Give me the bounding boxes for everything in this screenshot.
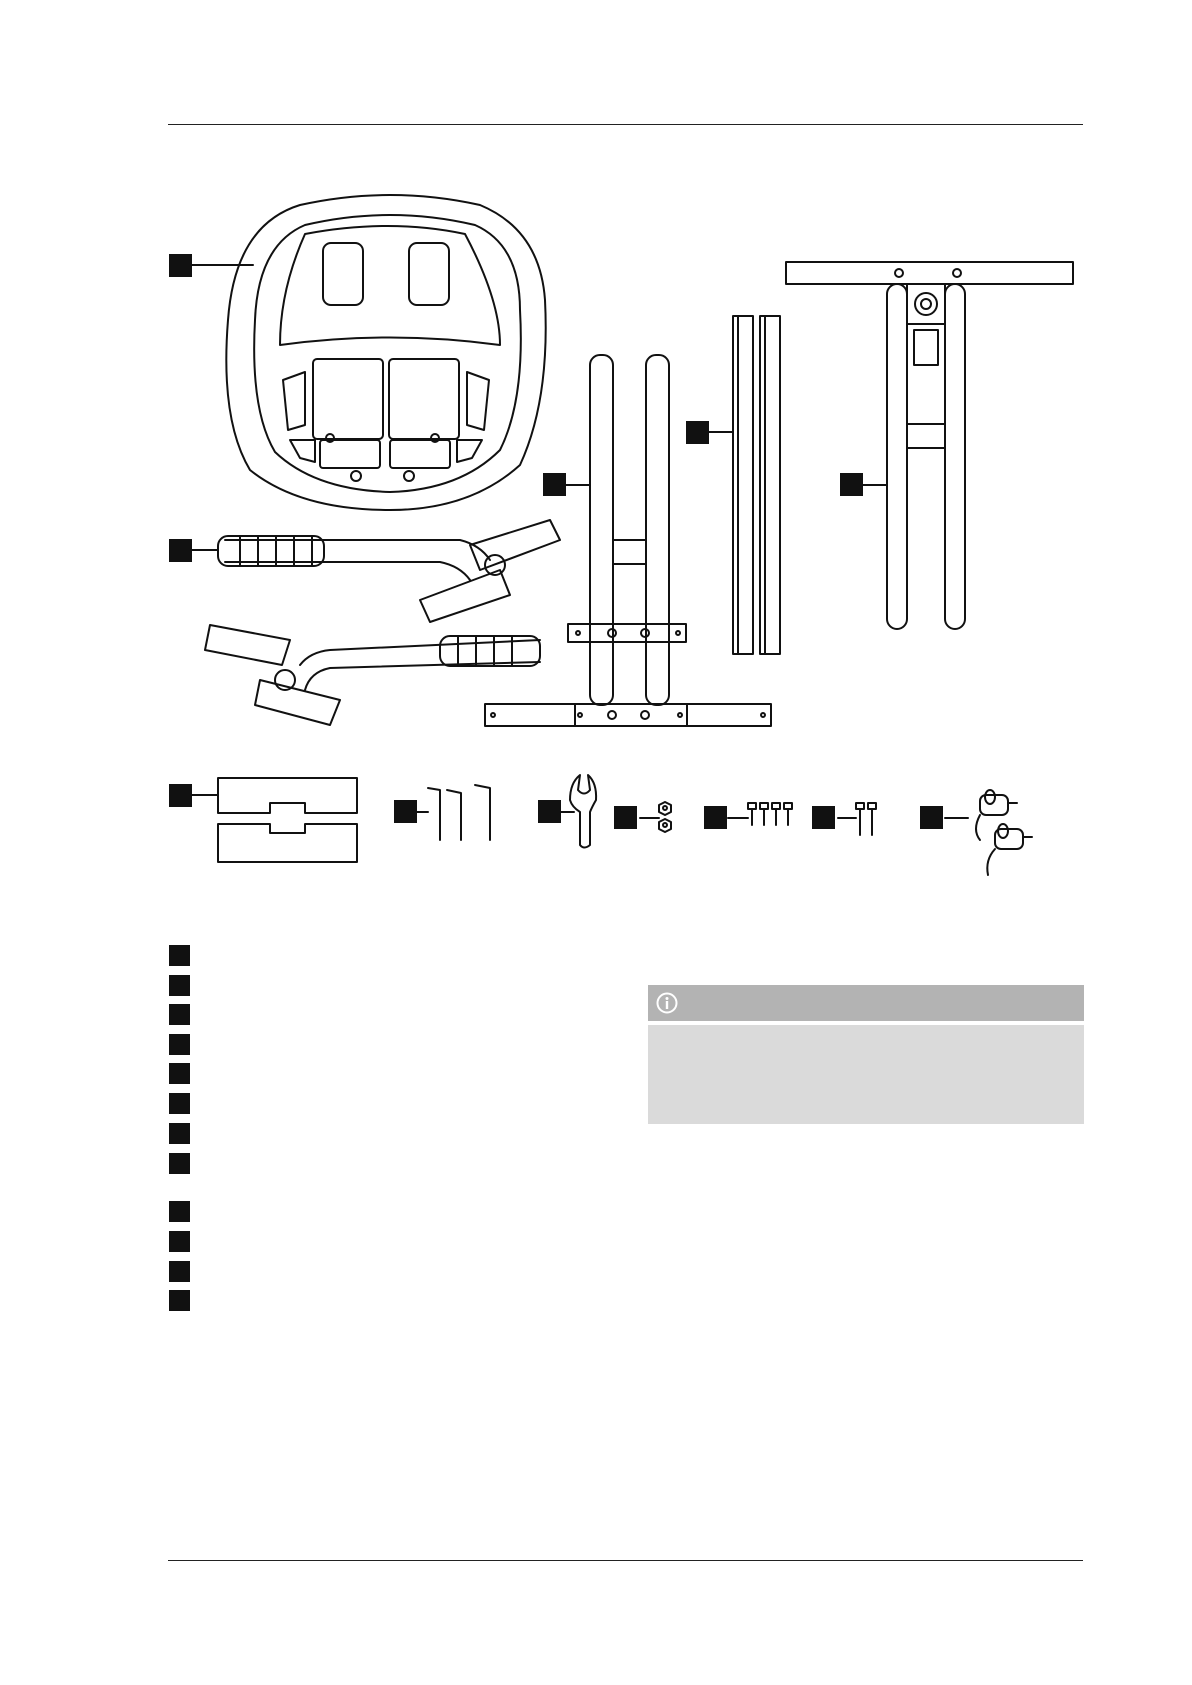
legend-marker <box>169 1093 190 1114</box>
long-screw-parts <box>838 803 876 835</box>
legend-marker <box>169 975 190 996</box>
short-screw-parts <box>728 803 792 825</box>
legend-marker <box>169 1261 190 1282</box>
info-box-body <box>648 1025 1084 1124</box>
legend-marker <box>169 1231 190 1252</box>
legend-marker <box>169 1004 190 1025</box>
allen-key-parts <box>415 785 490 840</box>
frame-part-b <box>786 262 1073 629</box>
bottom-rule <box>168 1560 1083 1561</box>
clamp-parts <box>945 790 1032 875</box>
rail-parts <box>708 316 780 654</box>
legend-marker <box>169 1290 190 1311</box>
wrench-part <box>560 775 596 848</box>
legend-marker <box>169 945 190 966</box>
legend-marker <box>169 1034 190 1055</box>
legend-marker <box>169 1201 190 1222</box>
info-box-header <box>648 985 1084 1021</box>
legend-marker <box>169 1063 190 1084</box>
handlebar-parts <box>190 520 560 725</box>
legend-marker <box>169 1153 190 1174</box>
seat-part <box>190 195 546 510</box>
frame-part-a <box>485 355 771 726</box>
info-icon <box>656 992 678 1014</box>
pad-parts <box>190 778 357 862</box>
legend-marker <box>169 1123 190 1144</box>
nut-parts <box>640 802 671 832</box>
